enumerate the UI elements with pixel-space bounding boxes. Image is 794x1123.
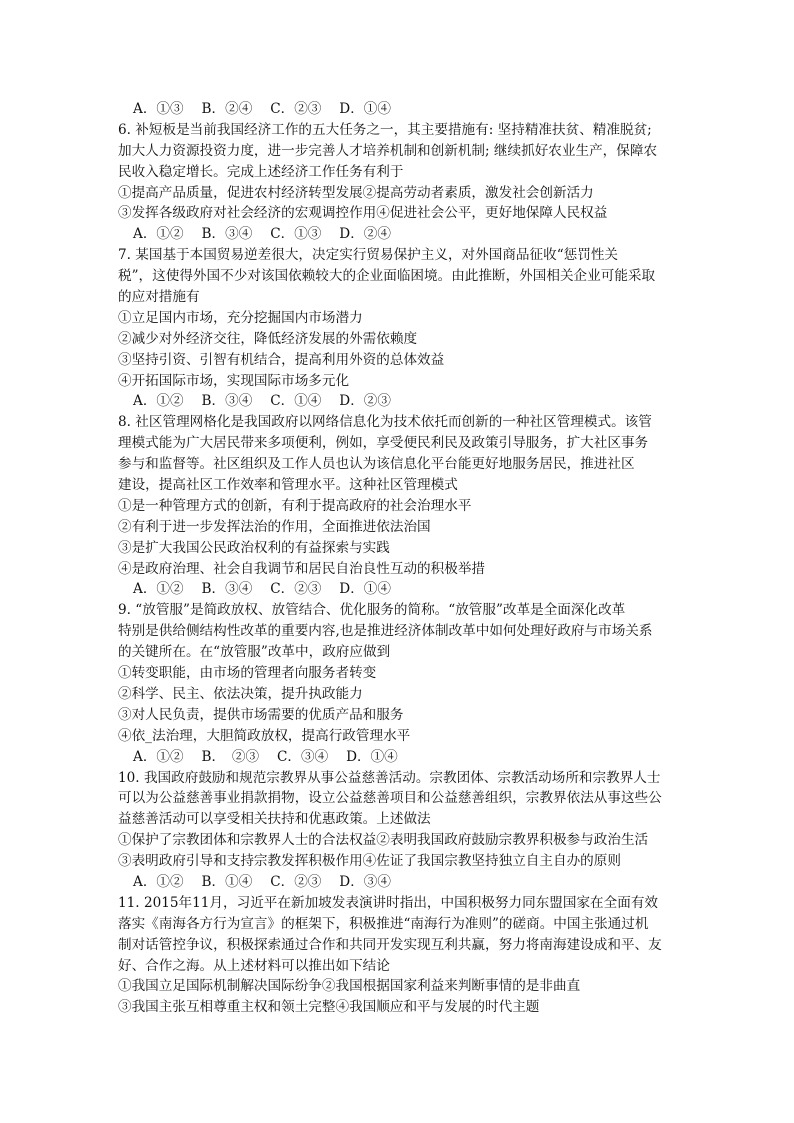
question-10-line: 益慈善活动可以享受相关扶持和优惠政策。上述做法 [118,811,431,828]
question-10-line: 10. 我国政府鼓励和规范宗教界从事公益慈善活动。宗教团体、宗教活动场所和宗教界人士 [118,769,661,786]
question-9-choice: ③对人民负责，提供市场需要的优质产品和服务 [118,706,404,723]
question-8-line: 建设，提高社区工作效率和管理水平。这种社区管理模式 [118,477,458,494]
answer-options: A．①② B．③④ C．②③ D．①④ [133,581,391,598]
exam-page [118,99,678,1018]
question-11-line: 落实《南海各方行为宣言》的框架下，积极推进“南海行为准则”的磋商。中国主张通过机 [118,915,649,932]
question-8-choice: ①是一种管理方式的创新，有利于提高政府的社会治理水平 [118,497,472,514]
question-11-line: 制对话管控争议，积极探索通过合作和共同开发实现互利共赢，努力将南海建设成和平、友 [118,936,662,953]
question-7-line: 7. 某国基于本国贸易逆差很大，决定实行贸易保护主义，对外国商品征收“惩罚性关 [118,247,619,264]
answer-options: A．①② B．③④ C．①④ D．②③ [133,393,391,410]
question-10-choice: ③表明政府引导和支持宗教发挥积极作用④佐证了我国宗教坚持独立自主自办的原则 [118,853,621,870]
question-9-line: 9. “放管服”是简政放权、放管结合、优化服务的简称。“放管服”改革是全面深化改革 [118,602,626,619]
question-8-line: 参与和监督等。社区组织及工作人员也认为该信息化平台能更好地服务居民，推进社区 [118,456,635,473]
answer-options: A．①② B．③④ C．①③ D．②④ [133,226,391,243]
question-6-line: 6. 补短板是当前我国经济工作的五大任务之一，其主要措施有: 坚持精准扶贫、精准脱贫; [118,121,652,138]
question-8-choice: ④是政府治理、社会自我调节和居民自治良性互动的积极举措 [118,560,486,577]
question-6-choice: ①提高产品质量，促进农村经济转型发展②提高劳动者素质，激发社会创新活力 [118,184,594,201]
question-9-choice: ②科学、民主、依法决策，提升执政能力 [118,685,363,702]
question-7-choice: ④开拓国际市场，实现国际市场多元化 [118,372,350,389]
question-11-choice: ①我国立足国际机制解决国际纷争②我国根据国家利益来判断事情的是非曲直 [118,978,581,995]
answer-options: A．①② B．①④ C．②③ D．③④ [133,873,391,890]
question-7-choice: ①立足国内市场，充分挖掘国内市场潜力 [118,309,363,326]
question-6-line: 民收入稳定增长。完成上述经济工作任务有利于 [118,163,404,180]
answer-options: A．①③ B．②④ C．②③ D．①④ [133,101,391,117]
question-9-line: 的关键所在。在“放管服”改革中，政府应做到 [118,644,391,661]
question-7-choice: ②减少对外经济交往，降低经济发展的外需依赖度 [118,330,418,347]
question-7-choice: ③坚持引资、引智有机结合，提高利用外资的总体效益 [118,351,445,368]
question-11-line: 好、合作之海。从上述材料可以推出如下结论 [118,957,390,974]
question-6-choice: ③发挥各级政府对社会经济的宏观调控作用④促进社会公平，更好地保障人民权益 [118,205,608,222]
question-9-line: 特别是供给侧结构性改革的重要内容,也是推进经济体制改革中如何处理好政府与市场关系 [118,623,653,640]
question-6-line: 加大人力资源投资力度，进一步完善人才培养机制和创新机制; 继续抓好农业生产，保障农 [118,142,658,159]
question-11-line: 11. 2015年11月，习近平在新加坡发表演讲时指出，中国积极努力同东盟国家在全面有效 [118,894,659,911]
question-9-choice: ①转变职能，由市场的管理者向服务者转变 [118,665,377,682]
answer-options: A．①② B． ②③ C．③④ D．①④ [133,748,398,765]
question-7-line: 的应对措施有 [118,289,200,306]
question-10-choice: ①保护了宗教团体和宗教界人士的合法权益②表明我国政府鼓励宗教界积极参与政治生活 [118,832,649,849]
question-10-line: 可以为公益慈善事业捐款捐物，设立公益慈善项目和公益慈善组织，宗教界依法从事这些公 [118,790,662,807]
question-9-choice: ④依_法治理，大胆简政放权，提高行政管理水平 [118,727,411,744]
question-8-choice: ③是扩大我国公民政治权利的有益探索与实践 [118,539,390,556]
question-7-line: 税”，这使得外国不少对该国依赖较大的企业面临困境。由此推断，外国相关企业可能采取 [118,268,656,285]
question-8-line: 8. 社区管理网格化是我国政府以网络信息化为技术依托而创新的一种社区管理模式。该管 [118,414,652,431]
question-11-choice: ③我国主张互相尊重主权和领土完整④我国顺应和平与发展的时代主题 [118,999,540,1016]
question-8-line: 理模式能为广大居民带来多项便利，例如，享受便民利民及政策引导服务，扩大社区事务 [118,435,649,452]
question-8-choice: ②有利于进一步发挥法治的作用，全面推进依法治国 [118,518,431,535]
